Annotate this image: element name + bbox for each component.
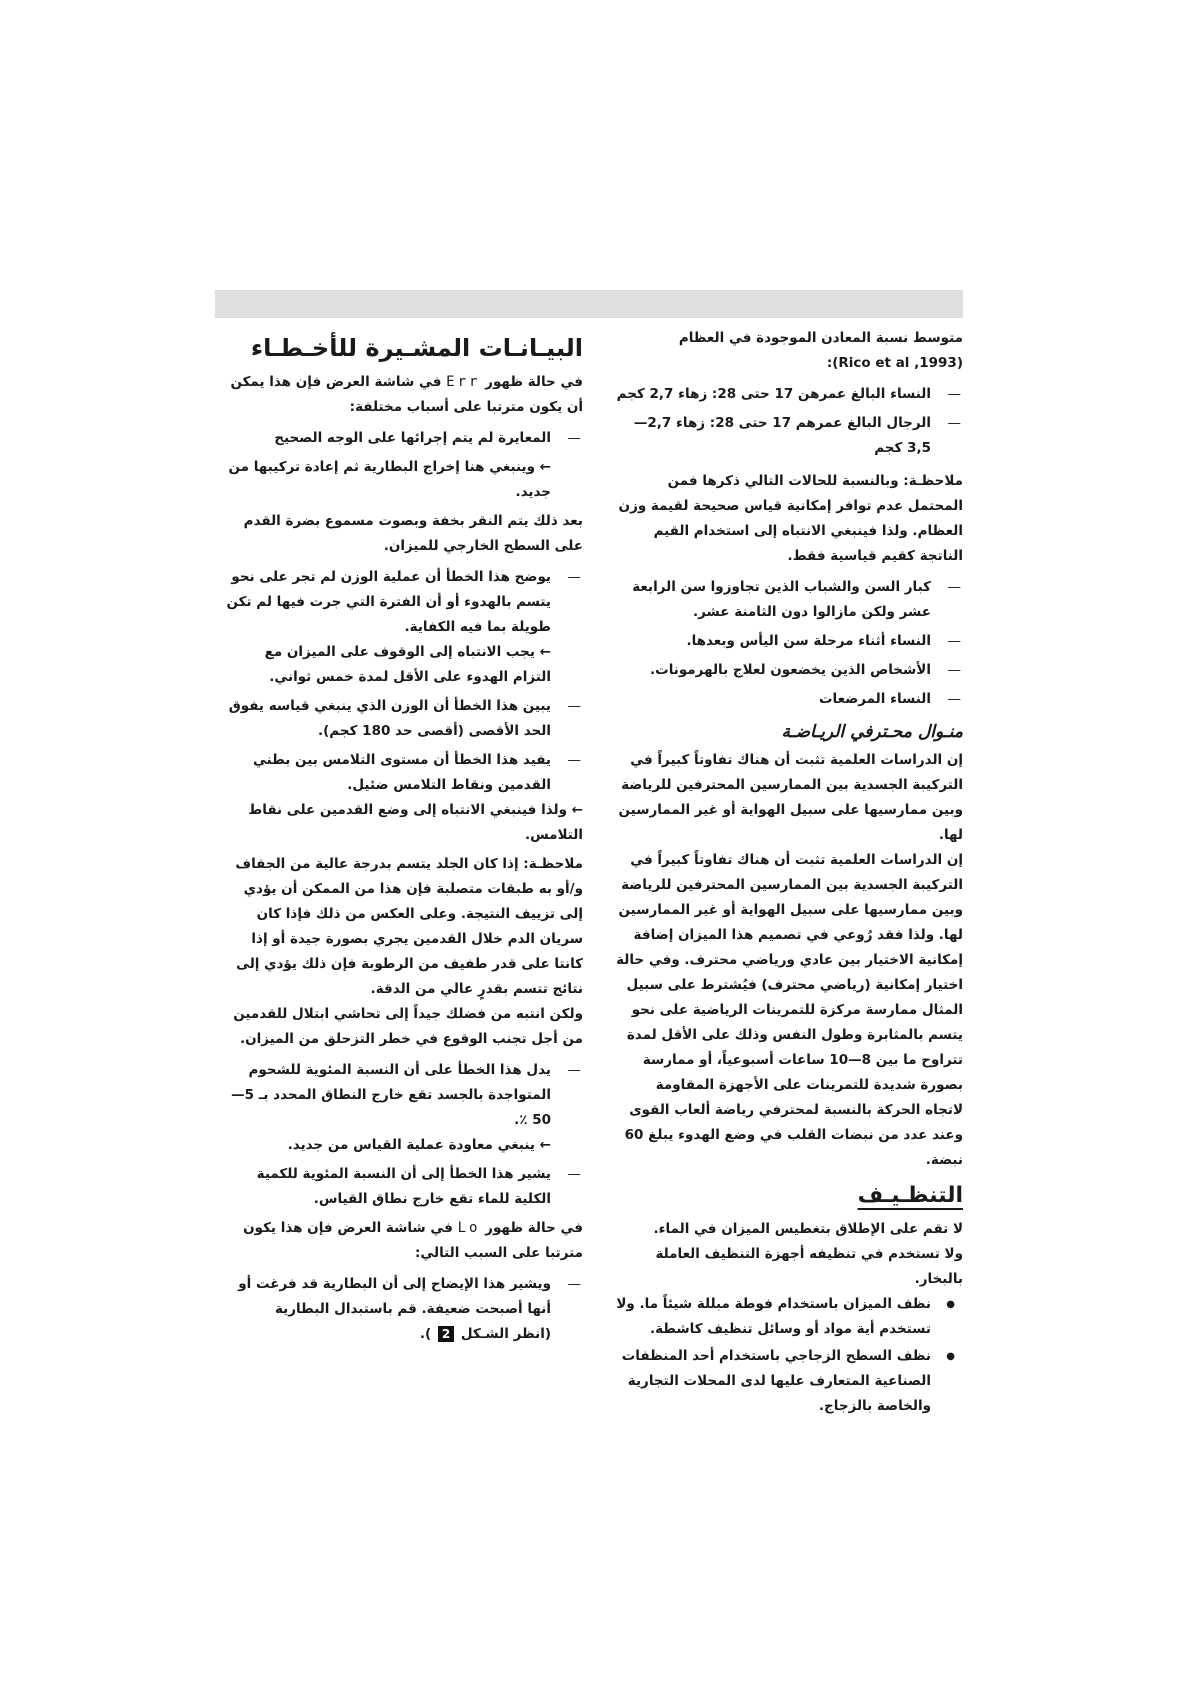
error-item xyxy=(225,694,583,744)
athlete-paragraph-1: إن الدراسات العلمية تثبت أن هناك تفاوتاً كبيراً في التركيبة الجسدية بين الممارسين المحترفين للرياضة وبين ممارسيها على سبيل الهواية أو غير الممارسين لها. xyxy=(618,752,963,843)
skin-note xyxy=(225,852,583,1002)
error-item-action: ← ولذا فينبغي الانتباه إلى وضع القدمين على نقاط التلامس. xyxy=(248,802,583,843)
figure-number-badge: 2 xyxy=(438,1326,454,1342)
athlete-paragraph-2: إن الدراسات العلمية تثبت أن هناك تفاوتاً كبيراً في التركيبة الجسدية بين الممارسين المحترفين للرياضة وبين ممارسيها على سبيل الهواية أو غير الممارسين لها. ولذا فقد رُوعي في تصميم هذا الميزان إضافة إمكانية الاختيار بين عادي ورياضي محترف. وفي حالة اختيار إمكانية (رياضي محترف) فيُشترط على سبيل المثال ممارسة مركزة للتمرينات الرياضية على نحو يتسم بالمثابرة وطول النفس وذلك على الأقل لمدة تتراوح ما بين 8—10 ساعات أسبوعياً، أو ممارسة بصورة شديدة للتمرينات على الأجهزة المقاومة لاتجاه الحركة بالنسبة لمحترفي رياضة ألعاب القوى وعند عدد من نبضات القلب في وضع الهدوء يبلغ 60 نبضة. xyxy=(616,852,963,1168)
header-band xyxy=(215,290,963,318)
exception-item: — كبار السن والشباب الذين تجاوزوا سن الرابعة عشر ولكن مازالوا دون الثامنة عشر. xyxy=(615,575,963,625)
err-display-code: Err xyxy=(446,374,481,390)
calibration-item: — المعايرة لم يتم إجرائها على الوجه الصحيح xyxy=(225,426,583,451)
exception-item: — النساء المرضعات xyxy=(615,687,963,712)
error-item xyxy=(225,1058,583,1158)
error-item-text: — يشير هذا الخطأ إلى أن النسبة المئوية للكمية الكلية للماء تقع خارج نطاق القياس. xyxy=(256,1166,551,1207)
error-item xyxy=(225,565,583,690)
intro-text: متوسط نسبة المعادن الموجودة في العظام xyxy=(678,330,963,346)
err-intro-after: في شاشة العرض فإن هذا يمكن أن يكون مترتبا على أسباب مختلفة: xyxy=(230,374,583,415)
lo-intro xyxy=(225,1216,583,1266)
error-item-text: — يبين هذا الخطأ أن الوزن الذي ينبغي قياسه يفوق الحد الأقصى (أقصى حد 180 كجم). xyxy=(228,698,551,739)
error-item-text: — يدل هذا الخطأ على أن النسبة المئوية للشحوم المتواجدة بالجسد تقع خارج النطاق المحدد بـ 5—50 ٪. xyxy=(231,1062,551,1128)
error-item xyxy=(225,1162,583,1212)
err-intro xyxy=(225,370,583,420)
citation: :(Rico et al ,1993) xyxy=(826,355,963,371)
battery-item-text: — ويشير هذا الإيضاح إلى أن البطارية قد فرغت أو أنها أصبحت ضعيفة. قم باستبدال البطارية xyxy=(238,1276,551,1317)
exception-item: — الأشخاص الذين يخضعون لعلاج بالهرمونات. xyxy=(615,658,963,683)
cleaning-bullet: ● نظف السطح الزجاجي باستخدام أحد المنظفات الصناعية المتعارف عليها لدى المحلات التجارية والخاصة بالزجاج. xyxy=(615,1344,963,1419)
error-messages-heading: البيـانـات المشـيرة للأخـطـاء xyxy=(250,334,583,362)
err-intro-before: في حالة ظهور xyxy=(485,374,583,390)
battery-item xyxy=(225,1272,583,1347)
error-item-action: ← يجب الانتباه إلى الوقوف على الميزان مع التزام الهدوء على الأقل لمدة خمس ثواني. xyxy=(264,644,551,685)
note-label: ملاحظـة: xyxy=(523,856,583,872)
lo-display-code: Lo xyxy=(457,1220,481,1236)
note-paragraph xyxy=(615,469,963,569)
bone-value-men: — الرجال البالغ عمرهم 17 حتى 28: زهاء 2,7—3,5 كجم xyxy=(615,411,963,461)
error-item-text: — يوضح هذا الخطأ أن عملية الوزن لم تجر على نحو يتسم بالهدوء أو أن الفترة التي جرت فيها لم تكن طويلة بما فيه الكفاية. xyxy=(226,569,551,635)
tap-instruction: بعد ذلك يتم النقر بخفة وبصوت مسموع بضرة القدم على السطح الخارجي للميزان. xyxy=(243,513,583,554)
cleaning-warning xyxy=(615,1217,963,1292)
bone-mineral-intro xyxy=(615,326,963,376)
exception-item: — النساء أثناء مرحلة سن اليأس وبعدها. xyxy=(615,629,963,654)
right-column xyxy=(615,326,963,1421)
calibration-action: ← وينبغي هنا إخراج البطارية ثم إعادة تركيبها من جديد. xyxy=(228,459,551,500)
note-text: إذا كان الجلد يتسم بدرجة عالية من الجفاف و/أو به طبقات متصلبة فإن هذا من الممكن أن يؤدي إلى تزييف النتيجة. وعلى العكس من ذلك فإذا كان سريان الدم خلال القدمين يجري بصورة جيدة أو إذا كانتا على قدر طفيف من الرطوبة فإن ذلك يؤدي إلى نتائج تتسم بقدرٍ عالي من الدقة. xyxy=(235,856,583,997)
figure-ref-before: (انظر الشـكل xyxy=(460,1326,551,1342)
error-item-action: ← ينبغي معاودة عملية القياس من جديد. xyxy=(287,1137,551,1153)
cleaning-heading: التنظـيـف xyxy=(857,1183,963,1208)
slip-warning: ولكن انتبه من فضلك جيداً إلى تحاشي ابتلال للقدمين من أجل تجنب الوقوع في خطر التزحلق من الميزان. xyxy=(233,1006,583,1047)
error-item xyxy=(225,748,583,848)
note-text: وبالنسبة للحالات التالي ذكرها فمن المحتمل عدم توافر إمكانية قياس صحيحة لقيمة وزن العظام. ولذا فينبغي الانتباه إلى استخدام القيم الناتجة كقيم قياسية فقط. xyxy=(618,473,963,564)
bone-value-women: — النساء البالغ عمرهن 17 حتى 28: زهاء 2,7 كجم xyxy=(615,382,963,407)
note-label: ملاحظـة: xyxy=(903,473,963,489)
figure-reference xyxy=(225,1322,551,1347)
figure-ref-after: ). xyxy=(419,1326,432,1342)
left-column xyxy=(225,330,583,1351)
lo-intro-before: في حالة ظهور xyxy=(485,1220,583,1236)
cleaning-line-2: ولا تستخدم في تنظيفه أجهزة التنظيف العاملة بالبخار. xyxy=(655,1246,963,1287)
athlete-mode-heading: منـوال محـترفي الريـاضـة xyxy=(781,722,963,742)
cleaning-bullet: ● نظف الميزان باستخدام فوطة مبللة شيئاً ما. ولا تستخدم أية مواد أو وسائل تنظيف كاشطة. xyxy=(615,1292,963,1342)
error-item-text: — يفيد هذا الخطأ أن مستوى التلامس بين بطني القدمين ونقاط التلامس ضئيل. xyxy=(252,752,551,793)
lo-intro-after: في شاشة العرض فإن هذا يكون مترتبا على السبب التالي: xyxy=(243,1220,583,1261)
cleaning-line-1: لا تقم على الإطلاق بتغطيس الميزان في الماء. xyxy=(653,1221,963,1237)
